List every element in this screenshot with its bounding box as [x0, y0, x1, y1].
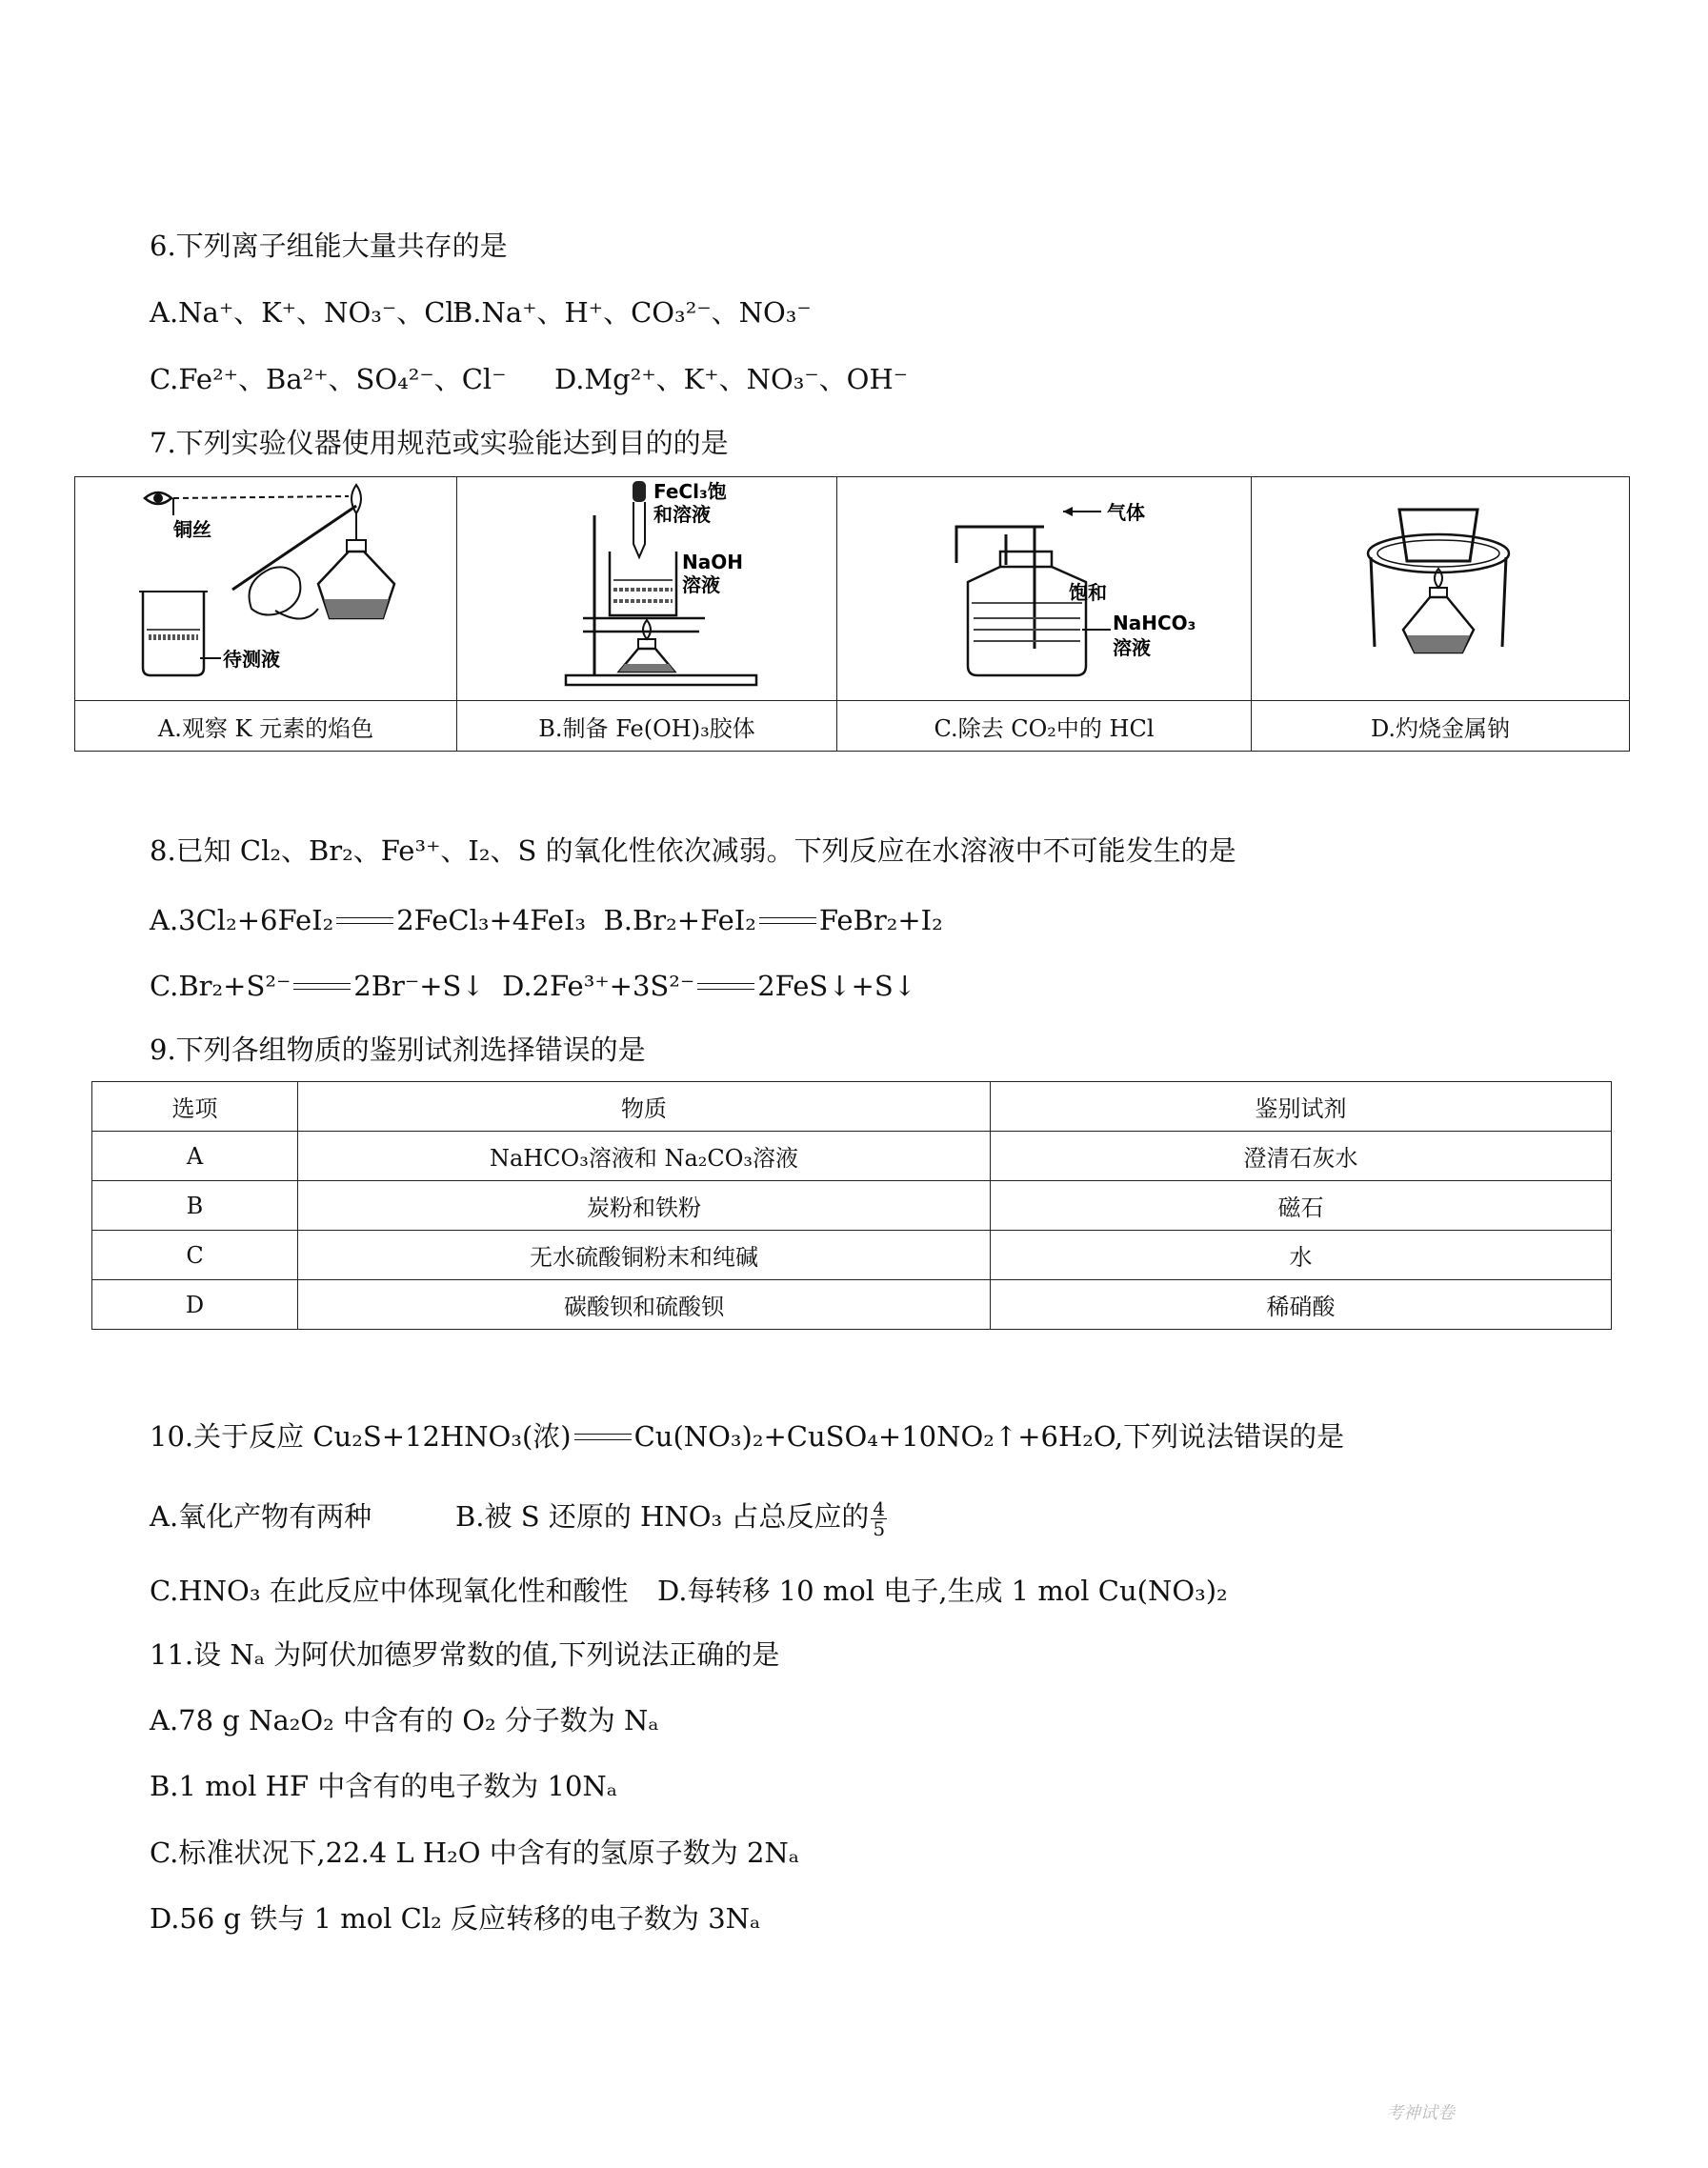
fraction-four-fifths [871, 1496, 887, 1540]
q8-options-cd [150, 967, 916, 1005]
watermark: 考神试卷 [1386, 2103, 1455, 2123]
table-row [92, 1181, 1612, 1231]
equals-sign [759, 915, 816, 929]
header-option: 选项 [92, 1082, 298, 1132]
q10-stem [150, 1417, 1344, 1455]
q6-option-a: A.Na⁺、K⁺、NO₃⁻、Cl⁻ [150, 296, 469, 329]
cell-substance: 碳酸钡和硫酸钡 [298, 1280, 991, 1330]
q6-stem: 6.下列离子组能大量共存的是 [150, 230, 508, 262]
q7-caption-b: B.制备 Fe(OH)₃胶体 [457, 701, 837, 752]
q7-caption-c: C.除去 CO₂中的 HCl [837, 701, 1252, 752]
label-nahco3-2: NaHCO₃ [1113, 612, 1196, 634]
table-row [92, 1280, 1612, 1330]
q10-option-d: D.每转移 10 mol 电子,生成 1 mol Cu(NO₃)₂ [657, 1575, 1228, 1607]
label-naoh-2: 溶液 [682, 573, 720, 596]
q9-reagent-table [91, 1081, 1612, 1330]
cell-option: D [92, 1280, 298, 1330]
cell-reagent: 水 [991, 1231, 1612, 1280]
equals-sign [293, 981, 351, 994]
q9-stem: 9.下列各组物质的鉴别试剂选择错误的是 [150, 1034, 646, 1066]
label-nahco3-3: 溶液 [1113, 636, 1151, 659]
q10-option-c: C.HNO₃ 在此反应中体现氧化性和酸性 [150, 1575, 629, 1607]
q7-figure-c-cell [837, 477, 1252, 701]
header-reagent: 鉴别试剂 [991, 1082, 1612, 1132]
table-row [92, 1132, 1612, 1181]
q8-stem: 8.已知 Cl₂、Br₂、Fe³⁺、I₂、S 的氧化性依次减弱。下列反应在水溶液中不可能发生的是 [150, 834, 1236, 867]
q8-d-left: D.2Fe³⁺+3S²⁻ [502, 970, 695, 1002]
table-header-row [92, 1082, 1612, 1132]
cell-reagent: 磁石 [991, 1181, 1612, 1231]
q11-option-b: B.1 mol HF 中含有的电子数为 10Nₐ [150, 1770, 617, 1802]
cell-option: C [92, 1231, 298, 1280]
q8-c-right: 2Br⁻+S↓ [353, 970, 485, 1002]
q8-c-left: C.Br₂+S²⁻ [150, 970, 291, 1002]
equals-sign [336, 915, 393, 929]
equals-sign [697, 981, 754, 994]
cell-substance: 无水硫酸铜粉末和纯碱 [298, 1231, 991, 1280]
label-fecl3-1: FeCl₃饱 [653, 480, 727, 503]
q7-caption-a: A.观察 K 元素的焰色 [75, 701, 457, 752]
cell-option: A [92, 1132, 298, 1181]
table-row [92, 1231, 1612, 1280]
label-fecl3-2: 和溶液 [653, 503, 711, 526]
cell-option: B [92, 1181, 298, 1231]
cell-substance: 炭粉和铁粉 [298, 1181, 991, 1231]
q10-stem-right: Cu(NO₃)₂+CuSO₄+10NO₂↑+6H₂O,下列说法错误的是 [633, 1420, 1345, 1453]
cell-substance: NaHCO₃溶液和 Na₂CO₃溶液 [298, 1132, 991, 1181]
label-tongsi: 铜丝 [173, 518, 211, 541]
q11-option-c: C.标准状况下,22.4 L H₂O 中含有的氢原子数为 2Nₐ [150, 1837, 799, 1869]
q8-b-left: B.Br₂+FeI₂ [603, 904, 756, 936]
label-daice: 待测液 [223, 648, 280, 671]
q8-a-left: A.3Cl₂+6FeI₂ [150, 904, 334, 936]
q6-option-d: D.Mg²⁺、K⁺、NO₃⁻、OH⁻ [554, 363, 909, 395]
q8-d-right: 2FeS↓+S↓ [757, 970, 916, 1002]
q11-option-d: D.56 g 铁与 1 mol Cl₂ 反应转移的电子数为 3Nₐ [150, 1902, 761, 1935]
cell-reagent: 澄清石灰水 [991, 1132, 1612, 1181]
gas-washing-bottle-diagram [844, 477, 1244, 694]
q11-option-a: A.78 g Na₂O₂ 中含有的 O₂ 分子数为 Nₐ [150, 1704, 659, 1736]
q7-figure-a-cell [75, 477, 457, 701]
header-substance: 物质 [298, 1082, 991, 1132]
q10-option-a: A.氧化产物有两种 [150, 1500, 372, 1533]
equals-sign [574, 1432, 632, 1445]
cell-reagent: 稀硝酸 [991, 1280, 1612, 1330]
q10-option-b [455, 1497, 887, 1538]
q7-stem: 7.下列实验仪器使用规范或实验能达到目的的是 [150, 427, 729, 459]
q7-apparatus-table [74, 476, 1630, 752]
crucible-heating-diagram [1255, 477, 1626, 694]
fe-oh3-colloid-diagram [461, 477, 833, 694]
flame-test-diagram [80, 477, 452, 694]
q10-stem-left: 10.关于反应 Cu₂S+12HNO₃(浓) [150, 1420, 572, 1453]
label-gas: 气体 [1107, 501, 1145, 524]
label-nahco3-1: 饱和 [1069, 581, 1107, 604]
fraction-denominator: 5 [873, 1516, 886, 1540]
q8-options-ab [150, 901, 943, 939]
fraction-numerator: 4 [873, 1496, 886, 1520]
q10-option-b-text: B.被 S 还原的 HNO₃ 占总反应的 [455, 1500, 870, 1533]
q7-figure-b-cell [457, 477, 837, 701]
q11-stem: 11.设 Nₐ 为阿伏加德罗常数的值,下列说法正确的是 [150, 1638, 780, 1671]
q7-figure-d-cell [1252, 477, 1630, 701]
q6-option-b: B.Na⁺、H⁺、CO₃²⁻、NO₃⁻ [452, 296, 812, 329]
q6-option-c: C.Fe²⁺、Ba²⁺、SO₄²⁻、Cl⁻ [150, 363, 507, 395]
q8-a-right: 2FeCl₃+4FeI₃ [396, 904, 587, 936]
label-naoh-1: NaOH [682, 551, 743, 573]
q7-caption-d: D.灼烧金属钠 [1252, 701, 1630, 752]
q8-b-right: FeBr₂+I₂ [818, 904, 943, 936]
